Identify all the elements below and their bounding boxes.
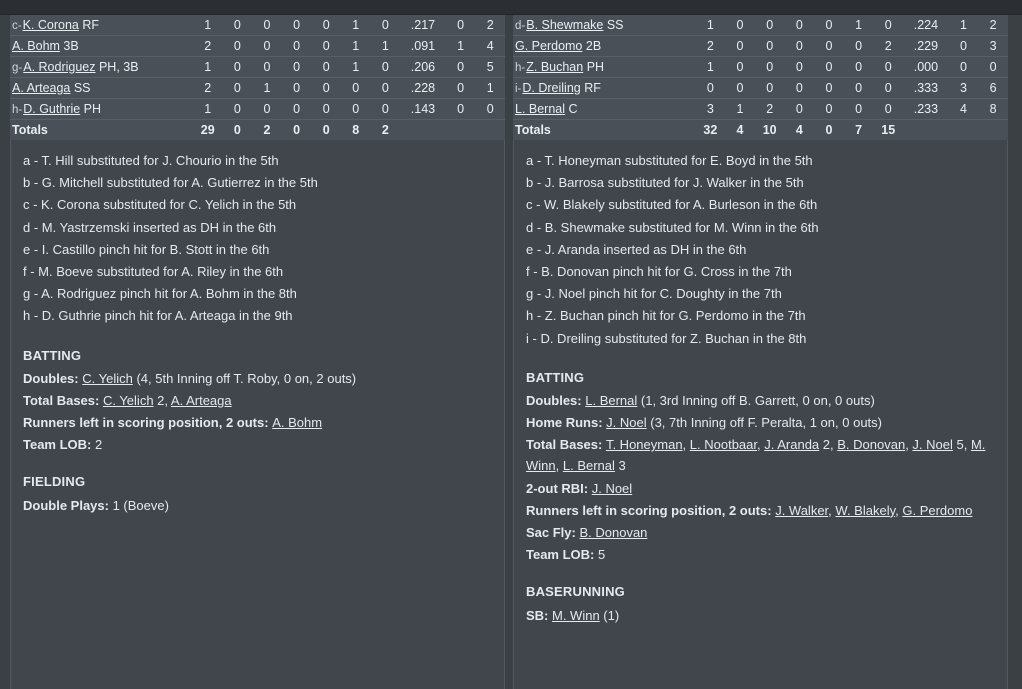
player-link[interactable]: K. Corona xyxy=(22,18,79,32)
substitution-note: d - B. Shewmake substituted for M. Winn in the 6th xyxy=(526,219,819,235)
table-row xyxy=(10,15,505,36)
player-cell xyxy=(10,78,193,99)
table-row xyxy=(10,36,505,57)
stat-text: (3, 7th Inning off F. Peralta, 1 on, 0 outs) xyxy=(646,415,882,431)
stat-cell: 0 xyxy=(282,36,312,57)
batting-stat-line xyxy=(526,500,995,521)
table-row xyxy=(513,57,1008,78)
average-cell: .333 xyxy=(903,78,949,99)
stat-label: Doubles: xyxy=(526,392,586,408)
table-row xyxy=(513,36,1008,57)
player-cell xyxy=(513,78,696,99)
totals-stat-cell: 2 xyxy=(263,123,271,137)
baserunning-stat-line xyxy=(526,605,995,626)
away-fielding-list xyxy=(23,495,492,516)
player-link[interactable]: C. Yelich xyxy=(102,392,154,408)
stat-cell: 0 xyxy=(252,15,282,36)
player-link[interactable]: A. Bohm xyxy=(272,415,323,431)
stat-cell: 0 xyxy=(725,36,755,57)
table-row xyxy=(513,99,1008,120)
batting-stat-line xyxy=(23,434,492,455)
stat-cell: 3 xyxy=(696,99,726,120)
stat-cell: 0 xyxy=(785,15,815,36)
stat-cell: 0 xyxy=(475,99,505,120)
player-position: PH, 3B xyxy=(95,60,139,74)
away-batting-heading: BATTING xyxy=(23,347,82,363)
stat-cell: 1 xyxy=(193,99,223,120)
player-link[interactable]: A. Arteaga xyxy=(170,392,232,408)
stat-cell: 2 xyxy=(978,15,1008,36)
stat-cell: 0 xyxy=(949,57,979,78)
stat-label: Total Bases: xyxy=(526,437,606,453)
stat-text: 3 xyxy=(614,458,626,474)
stat-cell: 0 xyxy=(844,78,874,99)
away-notes-panel xyxy=(10,140,505,689)
totals-stat-cell: 15 xyxy=(881,123,896,137)
substitution-note: f - M. Boeve substituted for A. Riley in the 6th xyxy=(23,263,284,279)
totals-stat-cell xyxy=(949,120,979,141)
stat-cell: 1 xyxy=(193,15,223,36)
substitution-marker: h- xyxy=(12,104,23,116)
substitution-note: h - D. Guthrie pinch hit for A. Arteaga in the 9th xyxy=(23,308,293,324)
player-link[interactable]: L. Nootbaar xyxy=(689,437,757,453)
stat-cell: 0 xyxy=(282,78,312,99)
home-substitutions-list xyxy=(526,150,995,349)
stat-label: Sac Fly: xyxy=(526,525,580,540)
average-cell: .000 xyxy=(903,57,949,78)
player-link[interactable]: A. Bohm xyxy=(12,39,60,53)
stat-cell: 0 xyxy=(755,57,785,78)
player-position: 3B xyxy=(59,39,79,53)
window-titlebar xyxy=(0,0,1022,15)
stat-cell: 0 xyxy=(311,78,341,99)
player-link[interactable]: B. Donovan xyxy=(579,525,648,540)
stat-cell: 0 xyxy=(223,36,253,57)
totals-label: Totals xyxy=(12,123,48,137)
stat-cell: 0 xyxy=(223,78,253,99)
stat-text: (1) xyxy=(599,607,620,623)
totals-stat-cell xyxy=(475,120,505,141)
stat-cell: 3 xyxy=(949,78,979,99)
stat-label: SB: xyxy=(526,607,552,623)
player-position: 2B xyxy=(582,39,602,53)
stat-cell: 1 xyxy=(475,78,505,99)
home-batting-table xyxy=(513,15,1008,140)
totals-label: Totals xyxy=(515,123,551,137)
stat-cell: 0 xyxy=(223,57,253,78)
stat-cell: 0 xyxy=(252,57,282,78)
stat-text: 5 xyxy=(598,547,606,563)
player-link[interactable]: G. Perdomo xyxy=(515,39,583,53)
stat-cell: 0 xyxy=(446,15,476,36)
stat-cell: 0 xyxy=(978,57,1008,78)
substitution-note: g - J. Noel pinch hit for C. Doughty in the 7th xyxy=(526,286,782,302)
player-cell xyxy=(513,36,696,57)
stat-cell: 0 xyxy=(814,57,844,78)
substitution-note: g - A. Rodriguez pinch hit for A. Bohm in the 8th xyxy=(23,286,297,302)
stat-cell: 2 xyxy=(873,36,903,57)
totals-average-cell xyxy=(903,120,949,141)
home-baserunning-heading: BASERUNNING xyxy=(526,584,625,600)
player-link[interactable]: A. Rodriguez xyxy=(23,60,96,74)
stat-cell: 4 xyxy=(475,36,505,57)
stat-text: (1, 3rd Inning off B. Garrett, 0 on, 0 outs) xyxy=(637,392,875,408)
totals-stat-cell: 10 xyxy=(762,123,777,137)
totals-stat-cell: 4 xyxy=(795,123,803,137)
stat-cell: 0 xyxy=(446,57,476,78)
player-position: PH xyxy=(80,102,102,116)
player-link[interactable]: L. Bernal xyxy=(515,102,566,116)
away-batting-list xyxy=(23,368,492,456)
totals-stat-cell: 8 xyxy=(352,123,360,137)
stat-cell: 0 xyxy=(696,78,726,99)
batting-stat-line xyxy=(526,412,995,433)
stat-text: 2 xyxy=(95,437,103,453)
stat-cell: 0 xyxy=(252,99,282,120)
home-batting-list xyxy=(526,390,995,566)
stat-label: Doubles: xyxy=(23,370,83,386)
stat-cell: 1 xyxy=(844,15,874,36)
home-batting-body xyxy=(513,15,1008,140)
stat-label: Team LOB: xyxy=(23,437,95,453)
boxscore-columns xyxy=(0,15,1022,689)
substitution-marker: i- xyxy=(515,83,522,95)
player-position: RF xyxy=(78,18,100,32)
stat-cell: 0 xyxy=(873,15,903,36)
stat-cell: 0 xyxy=(311,57,341,78)
away-batting-body xyxy=(10,15,505,140)
player-cell xyxy=(513,99,696,120)
stat-cell: 5 xyxy=(475,57,505,78)
totals-stat-cell: 0 xyxy=(322,123,330,137)
player-link[interactable]: C. Yelich xyxy=(82,370,133,386)
stat-cell: 4 xyxy=(949,99,979,120)
totals-stat-cell xyxy=(978,120,1008,141)
stat-cell: 0 xyxy=(844,57,874,78)
substitution-note: c - K. Corona substituted for C. Yelich in the 5th xyxy=(23,197,297,213)
player-link[interactable]: J. Noel xyxy=(912,437,953,453)
stat-cell: 0 xyxy=(844,99,874,120)
stat-cell: 0 xyxy=(755,15,785,36)
away-substitutions-list xyxy=(23,150,492,327)
player-position: SS xyxy=(603,18,624,32)
average-cell: .224 xyxy=(903,15,949,36)
player-link[interactable]: D. Guthrie xyxy=(23,102,81,116)
stat-text: , xyxy=(895,502,903,518)
player-link[interactable]: J. Noel xyxy=(591,480,633,496)
batting-stat-line xyxy=(23,368,492,389)
substitution-note: a - T. Honeyman substituted for E. Boyd in the 5th xyxy=(526,153,813,168)
stat-label: Team LOB: xyxy=(526,547,598,563)
stat-cell: 2 xyxy=(696,36,726,57)
stat-cell: 1 xyxy=(341,57,371,78)
stat-cell: 2 xyxy=(475,15,505,36)
stat-label: Double Plays: xyxy=(23,497,113,513)
stat-label: Total Bases: xyxy=(23,392,103,408)
stat-text: 5, xyxy=(952,437,971,453)
stat-cell: 0 xyxy=(371,78,401,99)
player-position: C xyxy=(565,102,578,116)
stat-cell: 1 xyxy=(725,99,755,120)
player-cell xyxy=(513,57,696,78)
average-cell: .217 xyxy=(400,15,446,36)
average-cell: .143 xyxy=(400,99,446,120)
batting-stat-line xyxy=(526,390,995,411)
substitution-note: d - M. Yastrzemski inserted as DH in the 6th xyxy=(23,219,277,235)
stat-cell: 0 xyxy=(725,78,755,99)
batting-stat-line xyxy=(526,522,995,543)
stat-label: Runners left in scoring position, 2 outs: xyxy=(23,415,273,431)
totals-row xyxy=(10,120,505,141)
stat-cell: 0 xyxy=(814,99,844,120)
substitution-note: i - D. Dreiling substituted for Z. Buchan in the 8th xyxy=(526,330,807,346)
stat-cell: 0 xyxy=(844,36,874,57)
stat-cell: 2 xyxy=(193,78,223,99)
player-link[interactable]: M. Winn xyxy=(552,607,600,623)
away-team-column xyxy=(10,15,505,689)
home-notes-panel xyxy=(513,140,1008,689)
totals-stat-cell: 0 xyxy=(825,123,833,137)
table-row xyxy=(10,99,505,120)
player-link[interactable]: B. Shewmake xyxy=(526,18,604,32)
substitution-marker: g- xyxy=(12,62,23,74)
stat-cell: 0 xyxy=(311,15,341,36)
stat-cell: 1 xyxy=(341,15,371,36)
batting-stat-line xyxy=(23,412,492,433)
totals-stat-cell: 29 xyxy=(200,123,215,137)
stat-cell: 8 xyxy=(978,99,1008,120)
totals-stat-cell: 0 xyxy=(293,123,301,137)
totals-stat-cell: 2 xyxy=(381,123,389,137)
stat-label: Runners left in scoring position, 2 outs: xyxy=(526,502,776,518)
totals-stat-cell: 32 xyxy=(703,123,718,137)
stat-text: , xyxy=(905,437,913,453)
totals-stat-cell: 4 xyxy=(736,123,744,137)
stat-text: 1 (Boeve) xyxy=(112,497,169,513)
stat-text: 2, xyxy=(153,392,171,408)
average-cell: .229 xyxy=(903,36,949,57)
player-link[interactable]: L. Bernal xyxy=(585,392,638,408)
substitution-note: c - W. Blakely substituted for A. Burleson in the 6th xyxy=(526,197,818,213)
stat-cell: 0 xyxy=(814,78,844,99)
stat-cell: 0 xyxy=(282,99,312,120)
stat-cell: 1 xyxy=(696,57,726,78)
substitution-marker: d- xyxy=(515,20,526,32)
stat-cell: 1 xyxy=(949,15,979,36)
table-row xyxy=(513,15,1008,36)
player-cell xyxy=(10,15,193,36)
stat-cell: 0 xyxy=(755,78,785,99)
player-link[interactable]: D. Dreiling xyxy=(522,81,581,95)
stat-cell: 3 xyxy=(978,36,1008,57)
stat-text: 2, xyxy=(819,437,838,453)
player-link[interactable]: M. Winn xyxy=(526,437,986,474)
stat-cell: 1 xyxy=(341,36,371,57)
substitution-note: b - G. Mitchell substituted for A. Gutierrez in the 5th xyxy=(23,175,318,191)
stat-cell: 6 xyxy=(978,78,1008,99)
table-row xyxy=(10,78,505,99)
batting-stat-line xyxy=(526,434,995,476)
player-position: PH xyxy=(583,60,605,74)
player-link[interactable]: Z. Buchan xyxy=(526,60,584,74)
average-cell: .206 xyxy=(400,57,446,78)
batting-stat-line xyxy=(526,478,995,499)
stat-cell: 0 xyxy=(949,36,979,57)
table-row xyxy=(10,57,505,78)
away-fielding-heading: FIELDING xyxy=(23,474,86,490)
stat-cell: 0 xyxy=(282,15,312,36)
substitution-note: e - J. Aranda inserted as DH in the 6th xyxy=(526,241,747,257)
substitution-note: e - I. Castillo pinch hit for B. Stott in the 6th xyxy=(23,241,270,257)
stat-cell: 1 xyxy=(252,78,282,99)
totals-stat-cell: 7 xyxy=(855,123,863,137)
stat-text: (4, 5th Inning off T. Roby, 0 on, 2 outs) xyxy=(132,370,357,386)
home-baserunning-list xyxy=(526,605,995,626)
average-cell: .228 xyxy=(400,78,446,99)
fielding-stat-line xyxy=(23,495,492,516)
player-link[interactable]: J. Walker xyxy=(775,502,829,518)
home-batting-heading: BATTING xyxy=(526,369,585,385)
stat-cell: 0 xyxy=(785,36,815,57)
batting-stat-line xyxy=(526,544,995,565)
stat-text: , xyxy=(682,437,690,453)
stat-cell: 0 xyxy=(341,99,371,120)
stat-cell: 2 xyxy=(755,99,785,120)
stat-cell: 0 xyxy=(725,15,755,36)
stat-cell: 1 xyxy=(696,15,726,36)
stat-text: , xyxy=(828,502,836,518)
stat-cell: 0 xyxy=(223,15,253,36)
player-cell xyxy=(10,57,193,78)
substitution-marker: h- xyxy=(515,62,526,74)
player-cell xyxy=(513,15,696,36)
player-link[interactable]: G. Perdomo xyxy=(902,502,973,518)
player-position: RF xyxy=(580,81,601,95)
stat-cell: 0 xyxy=(446,99,476,120)
stat-text: , xyxy=(555,458,563,474)
player-link[interactable]: L. Bernal xyxy=(562,458,615,474)
stat-label: 2-out RBI: xyxy=(526,480,592,496)
player-link[interactable]: J. Noel xyxy=(606,415,647,431)
stat-cell: 0 xyxy=(371,57,401,78)
stat-cell: 0 xyxy=(311,99,341,120)
totals-row xyxy=(513,120,1008,141)
stat-label: Home Runs: xyxy=(526,415,607,431)
substitution-note: b - J. Barrosa substituted for J. Walker in the 5th xyxy=(526,175,804,191)
substitution-note: f - B. Donovan pinch hit for G. Cross in the 7th xyxy=(526,263,792,279)
stat-cell: 0 xyxy=(371,99,401,120)
player-link[interactable]: T. Honeyman xyxy=(605,437,683,453)
stat-cell: 0 xyxy=(785,99,815,120)
stat-cell: 0 xyxy=(814,36,844,57)
stat-cell: 0 xyxy=(725,57,755,78)
away-batting-table xyxy=(10,15,505,140)
average-cell: .091 xyxy=(400,36,446,57)
stat-cell: 0 xyxy=(311,36,341,57)
stat-cell: 0 xyxy=(873,99,903,120)
player-position: SS xyxy=(70,81,91,95)
stat-cell: 0 xyxy=(371,15,401,36)
player-link[interactable]: J. Aranda xyxy=(764,437,820,453)
stat-cell: 0 xyxy=(785,57,815,78)
totals-stat-cell xyxy=(446,120,476,141)
stat-cell: 0 xyxy=(873,78,903,99)
player-link[interactable]: A. Arteaga xyxy=(12,81,71,95)
stat-cell: 1 xyxy=(371,36,401,57)
stat-cell: 2 xyxy=(193,36,223,57)
player-link[interactable]: B. Donovan xyxy=(837,437,906,453)
totals-stat-cell: 0 xyxy=(233,123,241,137)
stat-cell: 0 xyxy=(873,57,903,78)
stat-text: , xyxy=(757,437,765,453)
stat-cell: 0 xyxy=(252,36,282,57)
average-cell: .233 xyxy=(903,99,949,120)
player-cell xyxy=(10,99,193,120)
stat-cell: 1 xyxy=(446,36,476,57)
stat-cell: 0 xyxy=(755,36,785,57)
stat-cell: 0 xyxy=(341,78,371,99)
stat-cell: 0 xyxy=(223,99,253,120)
player-cell xyxy=(10,36,193,57)
substitution-note: h - Z. Buchan pinch hit for G. Perdomo in the 7th xyxy=(526,308,806,324)
stat-cell: 1 xyxy=(193,57,223,78)
stat-cell: 0 xyxy=(785,78,815,99)
substitution-marker: c- xyxy=(12,20,22,32)
batting-stat-line xyxy=(23,390,492,411)
substitution-note: a - T. Hill substituted for J. Chourio in the 5th xyxy=(23,153,279,168)
stat-cell: 0 xyxy=(282,57,312,78)
stat-cell: 0 xyxy=(446,78,476,99)
stat-cell: 0 xyxy=(814,15,844,36)
player-link[interactable]: W. Blakely xyxy=(835,502,896,518)
home-team-column xyxy=(513,15,1008,689)
table-row xyxy=(513,78,1008,99)
totals-average-cell xyxy=(400,120,446,141)
